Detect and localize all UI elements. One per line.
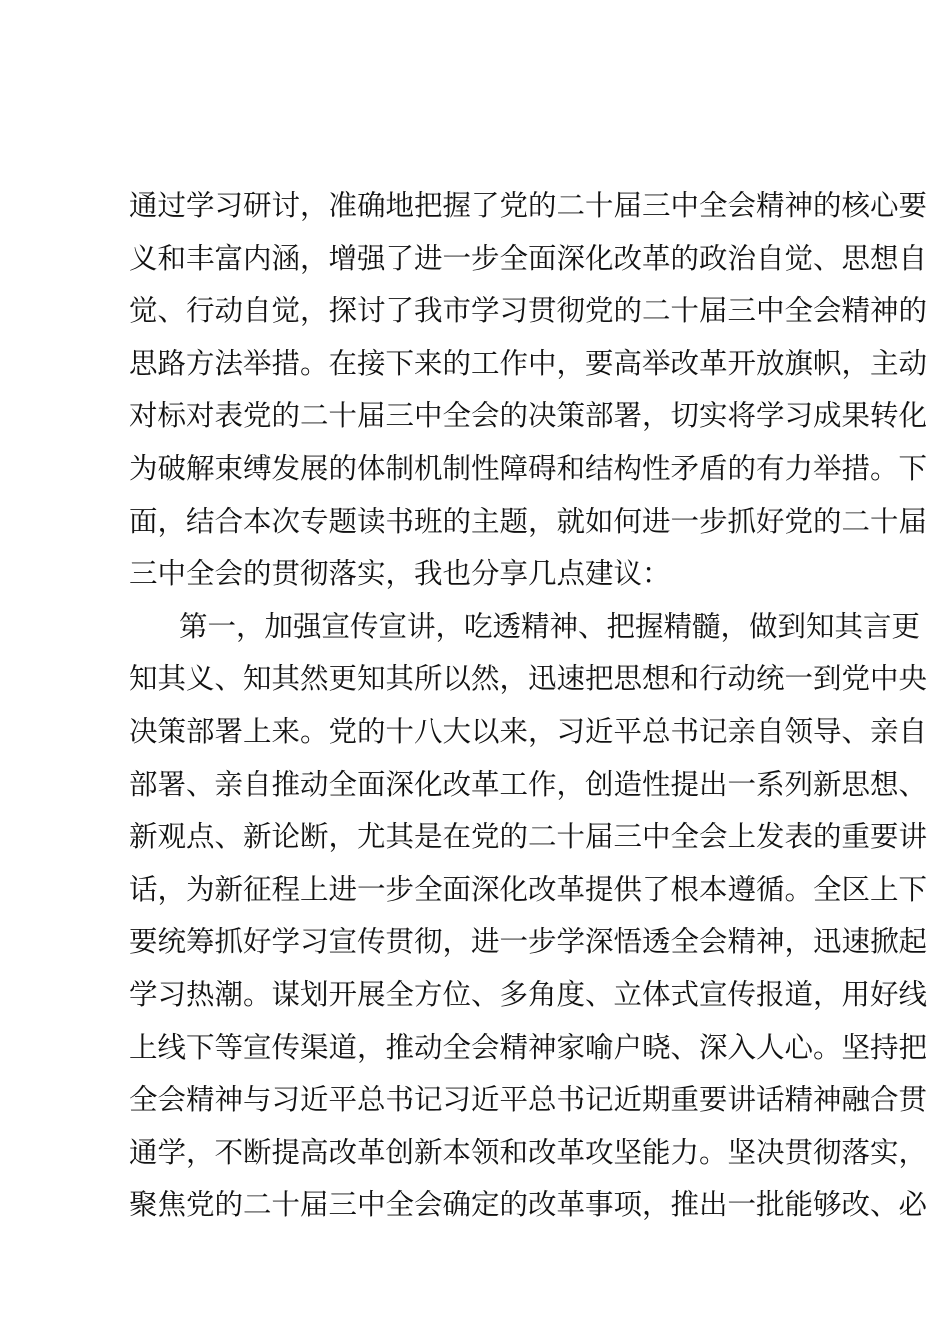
text-line: 话，为新征程上进一步全面深化改革提供了根本遵循。全区上下: [129, 872, 928, 906]
text-line: 部署、亲自推动全面深化改革工作，创造性提出一系列新思想、: [129, 767, 928, 801]
text-line: 聚焦党的二十届三中全会确定的改革事项，推出一批能够改、必: [129, 1188, 928, 1222]
text-line: 思路方法举措。在接下来的工作中，要高举改革开放旗帜，主动: [129, 346, 928, 380]
text-line: 对标对表党的二十届三中全会的决策部署，切实将学习成果转化: [129, 399, 928, 433]
text-line: 知其义、知其然更知其所以然，迅速把思想和行动统一到党中央: [129, 662, 928, 696]
text-line: 要统筹抓好学习宣传贯彻，进一步学深悟透全会精神，迅速掀起: [129, 925, 928, 959]
text-line: 通过学习研讨，准确地把握了党的二十届三中全会精神的核心要: [129, 189, 928, 222]
text-line: 义和丰富内涵，增强了进一步全面深化改革的政治自觉、思想自: [129, 241, 928, 275]
text-line: 通学，不断提高改革创新本领和改革攻坚能力。坚决贯彻落实，: [129, 1135, 928, 1169]
text-line: 为破解束缚发展的体制机制性障碍和结构性矛盾的有力举措。下: [129, 451, 928, 485]
body-text: [129, 180, 928, 1232]
paragraph-first-line: 第一，加强宣传宣讲，吃透精神、把握精髓，做到知其言更: [179, 609, 921, 643]
text-line: 三中全会的贯彻落实，我也分享几点建议：: [129, 557, 671, 591]
text-line: 觉、行动自觉，探讨了我市学习贯彻党的二十届三中全会精神的: [129, 294, 928, 328]
text-line: 面，结合本次专题读书班的主题，就如何进一步抓好党的二十届: [129, 504, 928, 538]
text-line: 上线下等宣传渠道，推动全会精神家喻户晓、深入人心。坚持把: [129, 1030, 928, 1064]
text-line: 新观点、新论断，尤其是在党的二十届三中全会上发表的重要讲: [129, 820, 928, 854]
text-line: 决策部署上来。党的十八大以来，习近平总书记亲自领导、亲自: [129, 714, 928, 748]
text-line: 学习热潮。谋划开展全方位、多角度、立体式宣传报道，用好线: [129, 977, 928, 1011]
text-line: 全会精神与习近平总书记习近平总书记近期重要讲话精神融合贯: [129, 1083, 928, 1117]
